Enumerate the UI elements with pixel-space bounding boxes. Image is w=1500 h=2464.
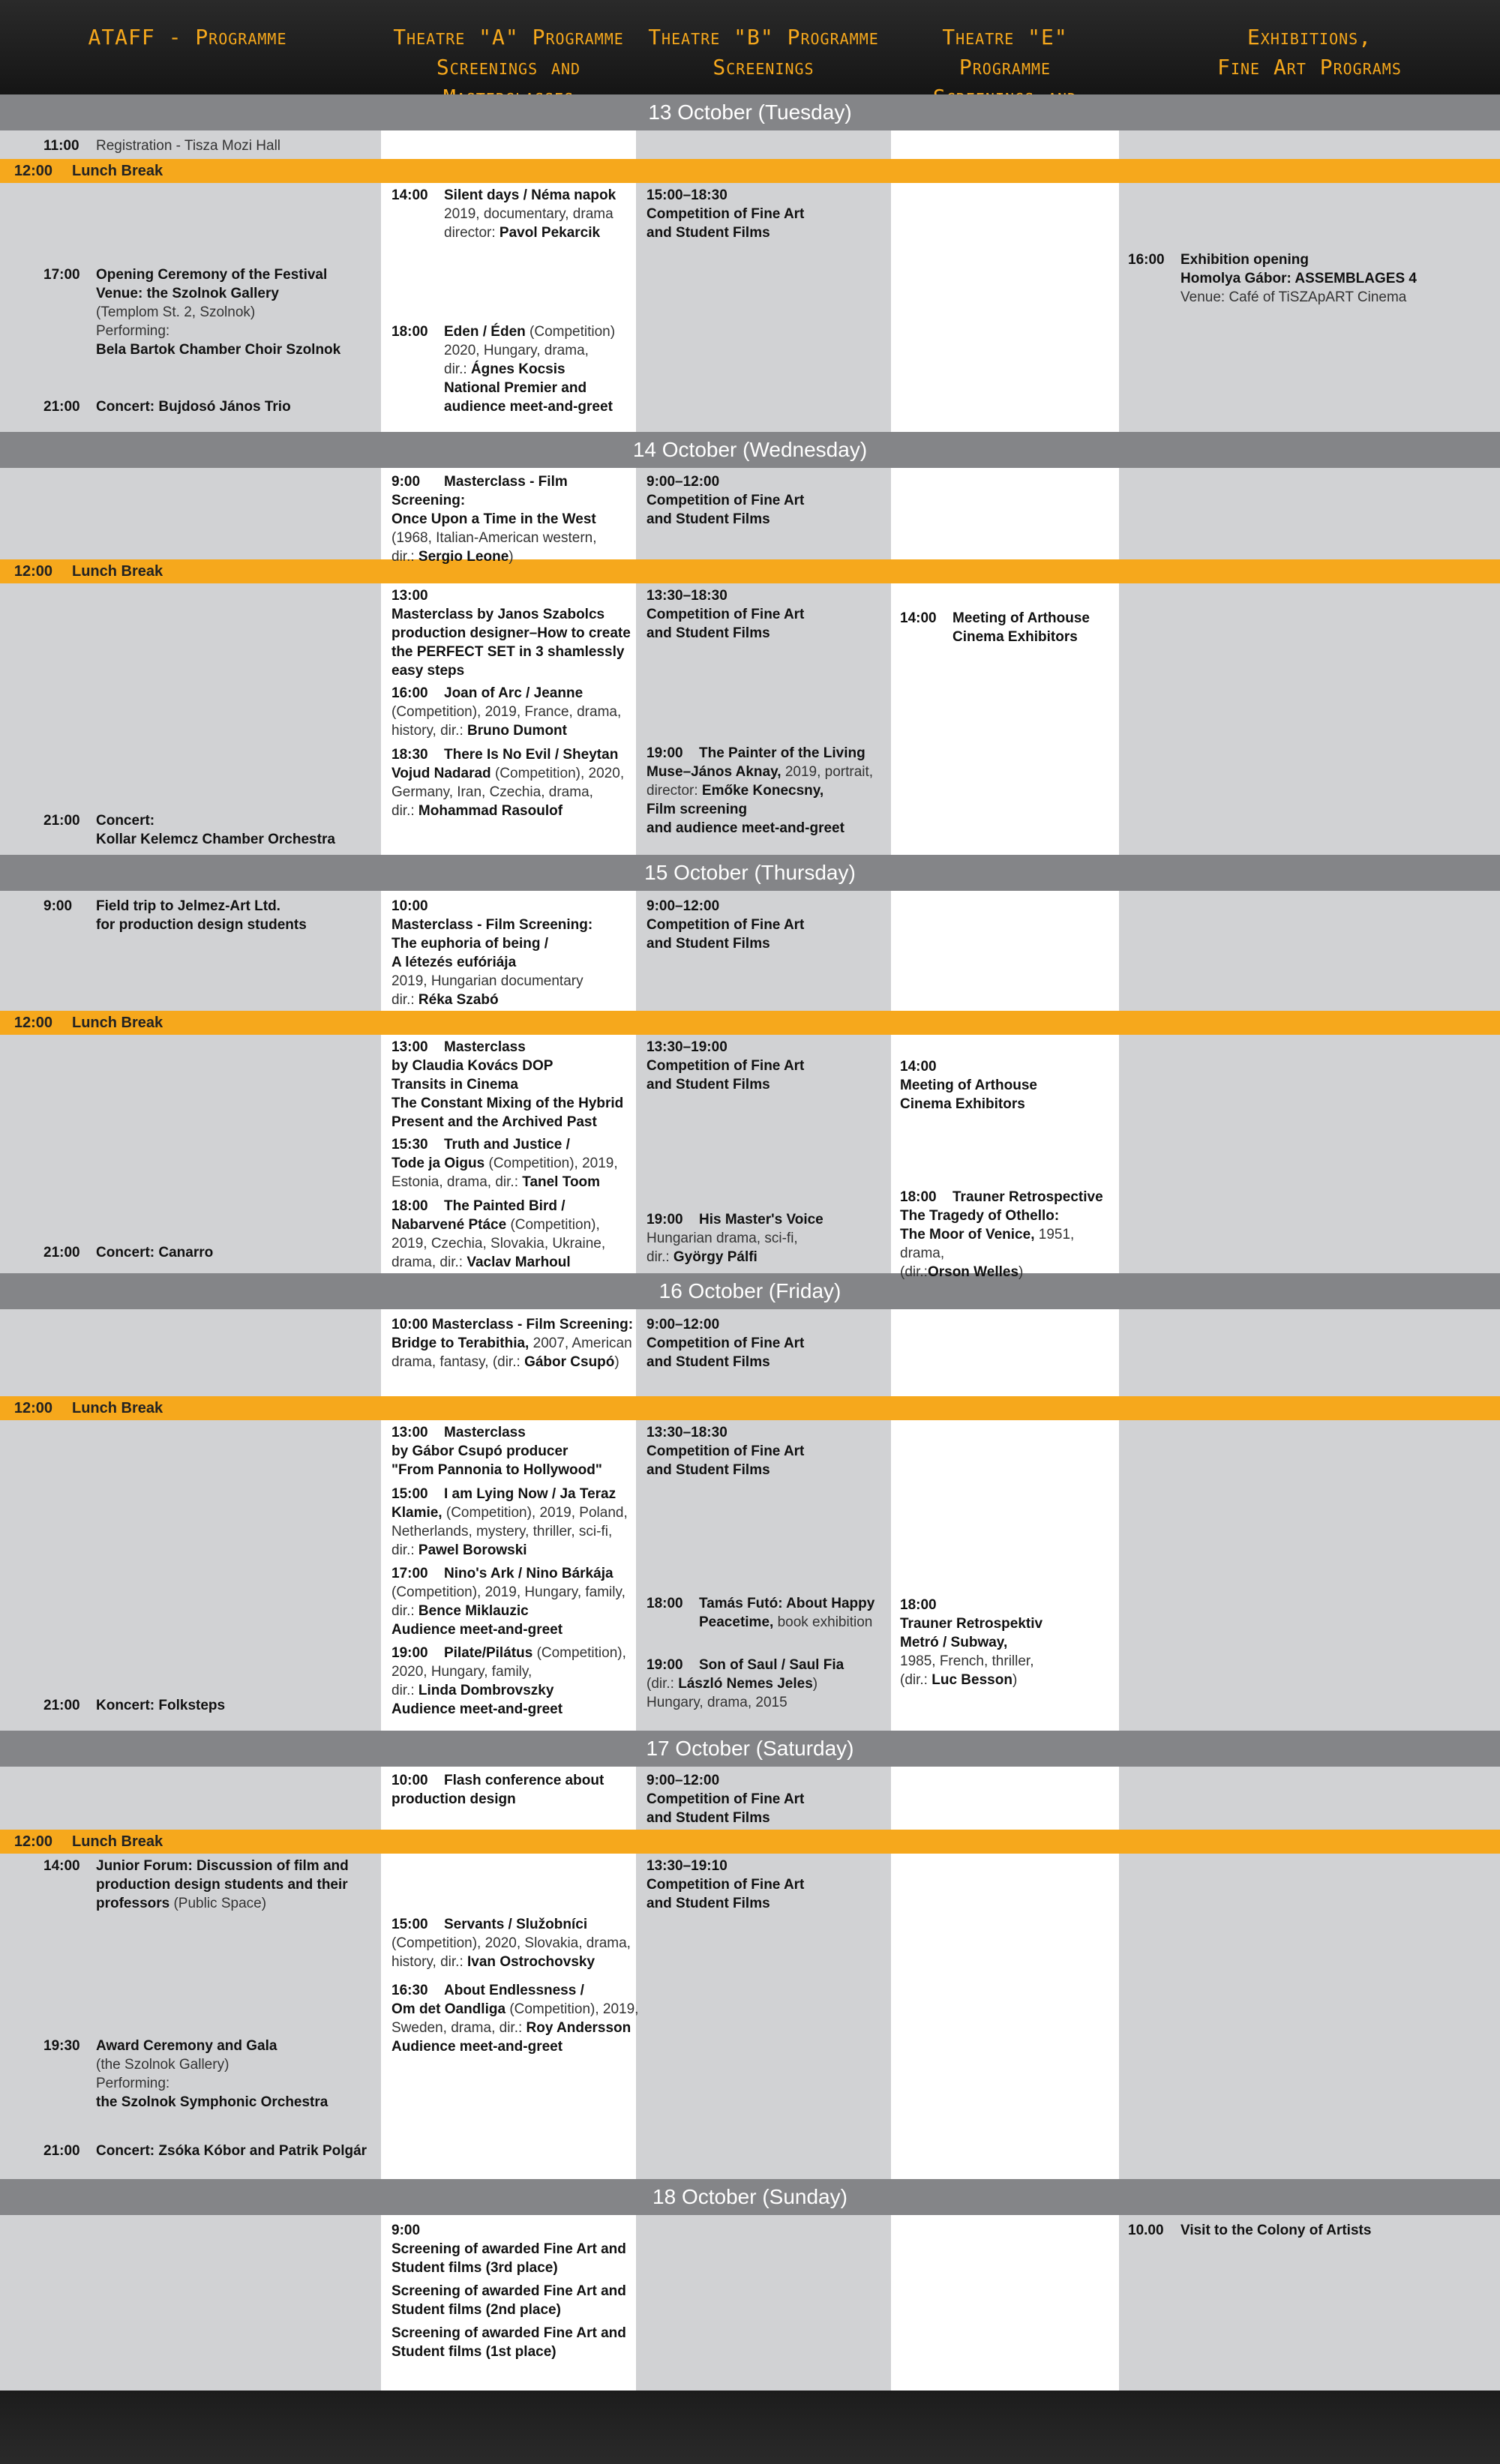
d1-opening: 17:00 Opening Ceremony of the Festival Venue: the Szolnok Gallery (Templom St. 2, Szolnok) Performing: Bela Bartok Chamber Choir Szolnok (44, 267, 341, 358)
lunch-band: 12:00 Lunch Break (0, 1396, 1500, 1420)
d4-b-competition-morning: 9:00–12:00 Competition of Fine Art and Student Films (646, 1317, 805, 1370)
d3-b-competition-afternoon: 13:30–19:00 Competition of Fine Art and Student Films (646, 1039, 805, 1093)
d2-b-competition-afternoon: 13:30–18:30 Competition of Fine Art and Student Films (646, 588, 805, 641)
d1-concert: 21:00 Concert: Bujdosó János Trio (44, 399, 291, 415)
d2-concert: 21:00 Concert: Kollar Kelemcz Chamber Orchestra (44, 813, 335, 847)
d4-a-ninos-ark: 17:00 Nino's Ark / Nino Bárkája (Competition), 2019, Hungary, family, dir.: Bence Miklauzic Audience meet-and-greet (392, 1566, 626, 1638)
footer-bar (0, 2391, 1500, 2464)
day-band-13: 13 October (Tuesday) (0, 94, 1500, 130)
d3-field-trip: 9:00 Field trip to Jelmez-Art Ltd. for production design students (44, 898, 307, 933)
d3-e-meeting: 14:00 Meeting of Arthouse Cinema Exhibitors (900, 1059, 1037, 1112)
d3-b-competition-morning: 9:00–12:00 Competition of Fine Art and Student Films (646, 898, 805, 952)
d2-a-joan-of-arc: 16:00 Joan of Arc / Jeanne (Competition), 2019, France, drama, history, dir.: Bruno Dumont (392, 685, 622, 739)
header-theatre-a: Theatre "A" Programme Screenings and (393, 25, 624, 79)
d4-a-lying-now: 15:00 I am Lying Now / Ja Teraz Klamie, (Competition), 2019, Poland, Netherlands, mystery, thriller, sci-fi, dir.: Pawel Borowski (392, 1486, 628, 1558)
d4-concert: 21:00 Koncert: Folksteps (44, 1698, 226, 1713)
d5-a-endlessness: 16:30 About Endlessness / Om det Oandliga (Competition), 2019, Sweden, drama, dir.: Roy Andersson Audience meet-and-greet (392, 1983, 639, 2055)
day-band-15: 15 October (Thursday) (0, 855, 1500, 891)
d3-a-masterclass-kovacs: 13:00 Masterclass by Claudia Kovács DOP Transits in Cinema The Constant Mixing of the Hybrid Present and the Archived Past (392, 1039, 624, 1130)
d4-e-trauner-subway: 18:00 Trauner Retrospektiv Metró / Subway, 1985, French, thriller, (dir.: Luc Besson) (900, 1597, 1043, 1688)
d5-b-competition-morning: 9:00–12:00 Competition of Fine Art and Student Films (646, 1773, 805, 1826)
d2-a-masterclass-szabolcs: 13:00 Masterclass by Janos Szabolcs production designer–How to create the PERFECT SET in 3 shamlessly easy steps (392, 588, 631, 679)
d2-b-painter: 19:00 The Painter of the Living Muse–János Aknay, 2019, portrait, director: Emőke Konecsny, Film screening and audience meet-and-greet (646, 745, 874, 836)
lunch-band: 12:00 Lunch Break (0, 559, 1500, 583)
d4-b-son-of-saul: 19:00 Son of Saul / Saul Fia (dir.: László Nemes Jeles) Hungary, drama, 2015 (646, 1657, 844, 1710)
d6-colony-visit: 10.00 Visit to the Colony of Artists (1128, 2223, 1372, 2238)
day-band-18: 18 October (Sunday) (0, 2179, 1500, 2215)
d3-b-masters-voice: 19:00 His Master's Voice Hungarian drama, sci-fi, dir.: György Pálfi (646, 1212, 824, 1265)
d1-a-eden: 18:00 Eden / Éden (Competition) 2020, Hungary, drama, dir.: Ágnes Kocsis National Premier and audience meet-and-greet (392, 324, 616, 415)
d2-e-meeting: 14:00 Meeting of Arthouse Cinema Exhibitors (900, 610, 1090, 645)
d5-b-competition-afternoon: 13:30–19:10 Competition of Fine Art and Student Films (646, 1858, 805, 1911)
header-ataff: ATAFF - Programme (88, 25, 287, 49)
d5-concert: 21:00 Concert: Zsóka Kóbor and Patrik Polgár (44, 2143, 368, 2159)
d4-b-competition-afternoon: 13:30–18:30 Competition of Fine Art and Student Films (646, 1425, 805, 1478)
lunch-band: 12:00 Lunch Break (0, 159, 1500, 183)
d5-a-flash-conference: 10:00 Flash conference about production design (392, 1773, 604, 1807)
d4-a-masterclass-csupo: 13:00 Masterclass by Gábor Csupó producer "From Pannonia to Hollywood" (392, 1425, 602, 1478)
day-band-14: 14 October (Wednesday) (0, 432, 1500, 468)
d4-b-happy-peacetime: 18:00 Tamás Futó: About Happy Peacetime, book exhibition (646, 1596, 875, 1630)
d3-a-painted-bird: 18:00 The Painted Bird / Nabarvené Ptáce (Competition), 2019, Czechia, Slovakia, Ukraine, drama, dir.: Vaclav Marhoul (392, 1198, 606, 1270)
header-exhibitions: Exhibitions, Fine Art Programs (1217, 25, 1402, 79)
d4-a-terabithia: 10:00 Masterclass - Film Screening: Bridge to Terabithia, 2007, American drama, fantasy, (dir.: Gábor Csupó) (392, 1317, 634, 1370)
day-band-17: 17 October (Saturday) (0, 1731, 1500, 1767)
d5-junior-forum: 14:00 Junior Forum: Discussion of film and production design students and their professors (Public Space) (44, 1858, 349, 1911)
d1-registration: 11:00 Registration - Tisza Mozi Hall (44, 138, 281, 154)
day-band-16: 16 October (Friday) (0, 1273, 1500, 1309)
d3-a-truth-justice: 15:30 Truth and Justice / Tode ja Oigus (Competition), 2019, Estonia, drama, dir.: Tanel Toom (392, 1137, 618, 1190)
header-bar (0, 0, 1500, 94)
d6-a-awarded-screenings: 9:00 Screening of awarded Fine Art and Student films (3rd place) Screening of awarded Fine Art and Student films (2nd place) Screening of awarded Fine Art and Student films (1st place) (392, 2223, 626, 2360)
d4-a-pilate: 19:00 Pilate/Pilátus (Competition), 2020, Hungary, family, dir.: Linda Dombrovszky Audience meet-and-greet (392, 1645, 626, 1717)
d1-a-silent-days: 14:00 Silent days / Néma napok 2019, documentary, drama director: Pavol Pekarcik (392, 187, 616, 241)
d2-b-competition-morning: 9:00–12:00 Competition of Fine Art and Student Films (646, 474, 805, 527)
d3-concert: 21:00 Concert: Canarro (44, 1245, 214, 1260)
d1-exhibition: 16:00 Exhibition opening Homolya Gábor: ASSEMBLAGES 4 Venue: Café of TiSZApART Cinema (1128, 252, 1417, 305)
d2-a-masterclass-west: 9:00 Masterclass - Film Screening: Once Upon a Time in the West (1968, Italian-American western, dir.: Sergio Leone) (392, 474, 597, 565)
header-theatre-e: Theatre "E" Programme (942, 25, 1068, 79)
lunch-band: 12:00 Lunch Break (0, 1011, 1500, 1035)
header-theatre-b: Theatre "B" Programme Screenings (648, 25, 879, 79)
d3-e-trauner-othello: 18:00 Trauner Retrospective The Tragedy of Othello: The Moor of Venice, 1951, drama, (dir.:Orson Welles) (900, 1189, 1103, 1280)
d5-a-servants: 15:00 Servants / Služobníci (Competition), 2020, Slovakia, drama, history, dir.: Ivan Ostrochovsky (392, 1917, 631, 1970)
lunch-band: 12:00 Lunch Break (0, 1830, 1500, 1854)
d1-b-competition: 15:00–18:30 Competition of Fine Art and Student Films (646, 187, 805, 241)
d2-a-no-evil: 18:30 There Is No Evil / Sheytan Vojud Nadarad (Competition), 2020, Germany, Iran, Czechia, drama, dir.: Mohammad Rasoulof (392, 747, 625, 819)
d3-a-masterclass-euphoria: 10:00 Masterclass - Film Screening: The euphoria of being / A létezés eufóriája 2019, Hungarian documentary dir.: Réka Szabó (392, 898, 593, 1008)
d5-award-ceremony: 19:30 Award Ceremony and Gala (the Szolnok Gallery) Performing: the Szolnok Symphonic Orchestra (44, 2038, 328, 2110)
